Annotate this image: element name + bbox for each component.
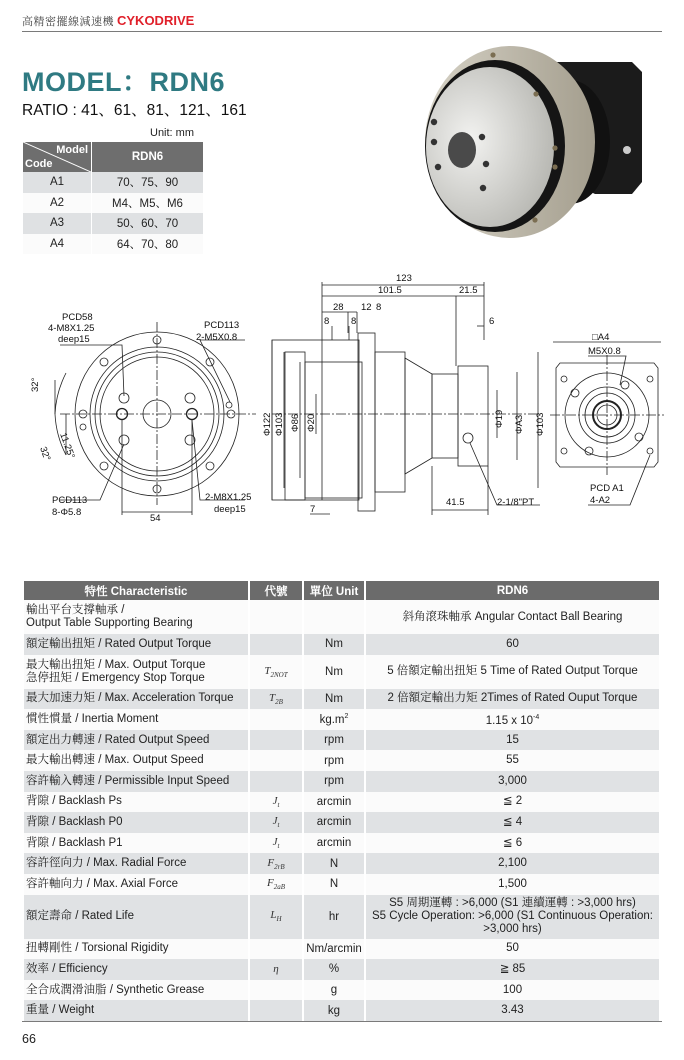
unit-cell: Nm/arcmin	[304, 939, 364, 960]
symbol-cell	[250, 980, 302, 1001]
product-photo	[420, 42, 660, 242]
dim-phi86: Φ86	[290, 413, 301, 432]
symbol-cell	[250, 709, 302, 730]
value-cell: 55	[366, 750, 659, 771]
dim-phi122: Φ122	[262, 412, 273, 436]
dim-phi19: Φ19	[494, 409, 505, 428]
table-row	[24, 980, 659, 1001]
label-pcd-a1: PCD A1	[590, 483, 624, 494]
col-unit: 單位 Unit	[304, 581, 364, 600]
col-rdn6: RDN6	[366, 581, 659, 600]
dim-phi103: Φ103	[274, 412, 285, 436]
label-pcd58: PCD58	[62, 312, 93, 323]
symbol-cell: $F_{2aB}$	[250, 874, 302, 895]
symbol-cell	[250, 730, 302, 751]
symbol-cell	[250, 600, 302, 634]
characteristic-cell: 容許徑向力 / Max. Radial Force	[24, 853, 248, 874]
col-symbol: 代號	[250, 581, 302, 600]
unit-cell	[304, 600, 364, 634]
table-row	[24, 792, 659, 813]
unit-cell: $kg.m^2$	[304, 709, 364, 730]
dim-21-5: 21.5	[459, 285, 478, 296]
value-cell: 5 倍額定輸出扭矩 5 Time of Rated Output Torque	[366, 655, 659, 689]
value-cell: 3,000	[366, 771, 659, 792]
label-a4: □A4	[592, 332, 610, 343]
table-row: A2 M4、M5、M6	[23, 193, 203, 214]
label-m5: M5X0.8	[588, 346, 621, 357]
table-row	[24, 853, 659, 874]
value-cell: 15	[366, 730, 659, 751]
symbol-cell: $J_t$	[250, 792, 302, 813]
symbol-cell	[250, 750, 302, 771]
characteristic-cell: 最大加速力矩 / Max. Acceleration Torque	[24, 689, 248, 710]
characteristic-cell: 輸出平台支撐軸承 / Output Table Supporting Bearing	[24, 600, 248, 634]
side-view	[272, 282, 540, 515]
spec-table	[22, 581, 661, 1021]
page-header	[22, 12, 662, 32]
characteristic-cell: 背隙 / Backlash P0	[24, 812, 248, 833]
dim-phiA3: ΦA3	[514, 414, 525, 434]
dim-41-5: 41.5	[446, 497, 465, 508]
dim-phi20: Φ20	[306, 413, 317, 432]
dim-6: 6	[489, 316, 495, 327]
table-row	[24, 771, 659, 792]
symbol-cell: $L_H$	[250, 895, 302, 939]
unit-cell: N	[304, 874, 364, 895]
characteristic-cell: 額定壽命 / Rated Life	[24, 895, 248, 939]
label-dim-54: 54	[150, 513, 161, 524]
dim-8b: 8	[324, 316, 330, 327]
symbol-cell: $J_t$	[250, 812, 302, 833]
dim-phi103b: Φ103	[535, 412, 546, 436]
table-row	[24, 812, 659, 833]
table-row	[24, 895, 659, 939]
table-row: A4 64、70、80	[23, 234, 203, 255]
symbol-cell: $F_{2rB}$	[250, 853, 302, 874]
symbol-cell	[250, 771, 302, 792]
unit-cell: rpm	[304, 730, 364, 751]
value-cell: 60	[366, 634, 659, 655]
table-row	[24, 730, 659, 751]
ratio-list: RATIO : 41、61、81、121、161	[22, 102, 247, 119]
label-pt-port: 2-1/8"PT	[497, 497, 535, 508]
value-cell: 1,500	[366, 874, 659, 895]
table-row	[24, 709, 659, 730]
value-cell: ≦ 2	[366, 792, 659, 813]
dim-123: 123	[396, 273, 412, 284]
bottom-rule	[22, 1021, 662, 1022]
characteristic-cell: 重量 / Weight	[24, 1000, 248, 1021]
characteristic-cell: 額定輸出扭矩 / Rated Output Torque	[24, 634, 248, 655]
unit-cell: arcmin	[304, 833, 364, 854]
unit-cell: g	[304, 980, 364, 1001]
value-cell: ≧ 85	[366, 959, 659, 980]
rear-view	[550, 342, 664, 505]
table-row	[24, 600, 659, 634]
unit-cell: Nm	[304, 689, 364, 710]
unit-cell: rpm	[304, 771, 364, 792]
unit-cell: Nm	[304, 634, 364, 655]
value-cell: 50	[366, 939, 659, 960]
unit-cell: %	[304, 959, 364, 980]
symbol-cell	[250, 939, 302, 960]
table-row	[24, 689, 659, 710]
dimension-drawing	[0, 265, 684, 525]
characteristic-cell: 背隙 / Backlash P1	[24, 833, 248, 854]
code-model-header: Model Code	[23, 142, 91, 172]
label-8-holes: 8-Φ5.8	[52, 507, 82, 518]
unit-label: Unit: mm	[150, 127, 194, 139]
label-4-m8: 4-M8X1.25	[48, 323, 95, 334]
unit-cell: arcmin	[304, 792, 364, 813]
characteristic-cell: 慣性慣量 / Inertia Moment	[24, 709, 248, 730]
brand-logo: CYKODRIVE	[117, 13, 195, 28]
code-table	[22, 142, 204, 254]
characteristic-cell: 最大輸出轉速 / Max. Output Speed	[24, 750, 248, 771]
symbol-cell: η	[250, 959, 302, 980]
rdn6-header: RDN6	[92, 142, 203, 172]
symbol-cell	[250, 1000, 302, 1021]
value-cell: 3.43	[366, 1000, 659, 1021]
label-2-m5: 2-M5X0.8	[196, 332, 238, 343]
characteristic-cell: 背隙 / Backlash Ps	[24, 792, 248, 813]
value-cell: 2,100	[366, 853, 659, 874]
characteristic-cell: 最大輸出扭矩 / Max. Output Torque 急停扭矩 / Emergency Stop Torque	[24, 655, 248, 689]
page-number: 66	[22, 1032, 36, 1046]
label-deep15: deep15	[58, 334, 90, 345]
label-deep15b: deep15	[214, 504, 246, 515]
table-row	[24, 939, 659, 960]
unit-cell: N	[304, 853, 364, 874]
label-4-a2: 4-A2	[590, 495, 611, 506]
unit-cell: rpm	[304, 750, 364, 771]
dim-101-5: 101.5	[378, 285, 402, 296]
value-cell: 斜角滾珠軸承 Angular Contact Ball Bearing	[366, 600, 659, 634]
value-cell: ≦ 6	[366, 833, 659, 854]
label-angle-11: 11.25°	[57, 431, 77, 461]
characteristic-cell: 全合成潤滑油脂 / Synthetic Grease	[24, 980, 248, 1001]
front-view	[55, 322, 256, 515]
category-title: 高精密擺線減速機	[22, 16, 114, 28]
symbol-cell	[250, 634, 302, 655]
table-row	[24, 634, 659, 655]
value-cell: 1.15 x $10^{-4}$	[366, 709, 659, 730]
table-row	[24, 833, 659, 854]
value-cell: 100	[366, 980, 659, 1001]
dim-12: 12	[361, 302, 372, 313]
dim-8a: 8	[376, 302, 382, 313]
label-2-m8: 2-M8X1.25	[205, 492, 252, 503]
label-angle-32b: 32°	[37, 445, 53, 463]
characteristic-cell: 扭轉剛性 / Torsional Rigidity	[24, 939, 248, 960]
label-pcd113b: PCD113	[52, 495, 88, 506]
symbol-cell: $T_{2B}$	[250, 689, 302, 710]
unit-cell: kg	[304, 1000, 364, 1021]
characteristic-cell: 效率 / Efficiency	[24, 959, 248, 980]
unit-cell: arcmin	[304, 812, 364, 833]
table-row	[24, 959, 659, 980]
label-pcd113: PCD113	[204, 320, 240, 331]
table-row: A3 50、60、70	[23, 213, 203, 234]
label-angle-32: 32°	[30, 377, 41, 392]
model-title: MODEL：RDN6	[22, 67, 226, 97]
value-cell: ≦ 4	[366, 812, 659, 833]
symbol-cell: $J_t$	[250, 833, 302, 854]
characteristic-cell: 容許輸入轉速 / Permissible Input Speed	[24, 771, 248, 792]
table-row	[24, 655, 659, 689]
value-cell: S5 周期運轉 : >6,000 (S1 連續運轉 : >3,000 hrs) S5 Cycle Operation: >6,000 (S1 Continuous Operation: >3,000 hrs)	[366, 895, 659, 939]
symbol-cell: $T_{2NOT}$	[250, 655, 302, 689]
table-row	[24, 874, 659, 895]
unit-cell: hr	[304, 895, 364, 939]
table-row	[24, 1000, 659, 1021]
dim-8c: 8	[351, 316, 357, 327]
col-characteristic: 特性 Characteristic	[24, 581, 248, 600]
dim-28: 28	[333, 302, 344, 313]
unit-cell: Nm	[304, 655, 364, 689]
value-cell: 2 倍額定輸出力矩 2Times of Rated Ouput Torque	[366, 689, 659, 710]
characteristic-cell: 容許軸向力 / Max. Axial Force	[24, 874, 248, 895]
table-row	[24, 750, 659, 771]
dim-7: 7	[310, 504, 316, 515]
characteristic-cell: 額定出力轉速 / Rated Output Speed	[24, 730, 248, 751]
table-row: A1 70、75、90	[23, 172, 203, 193]
